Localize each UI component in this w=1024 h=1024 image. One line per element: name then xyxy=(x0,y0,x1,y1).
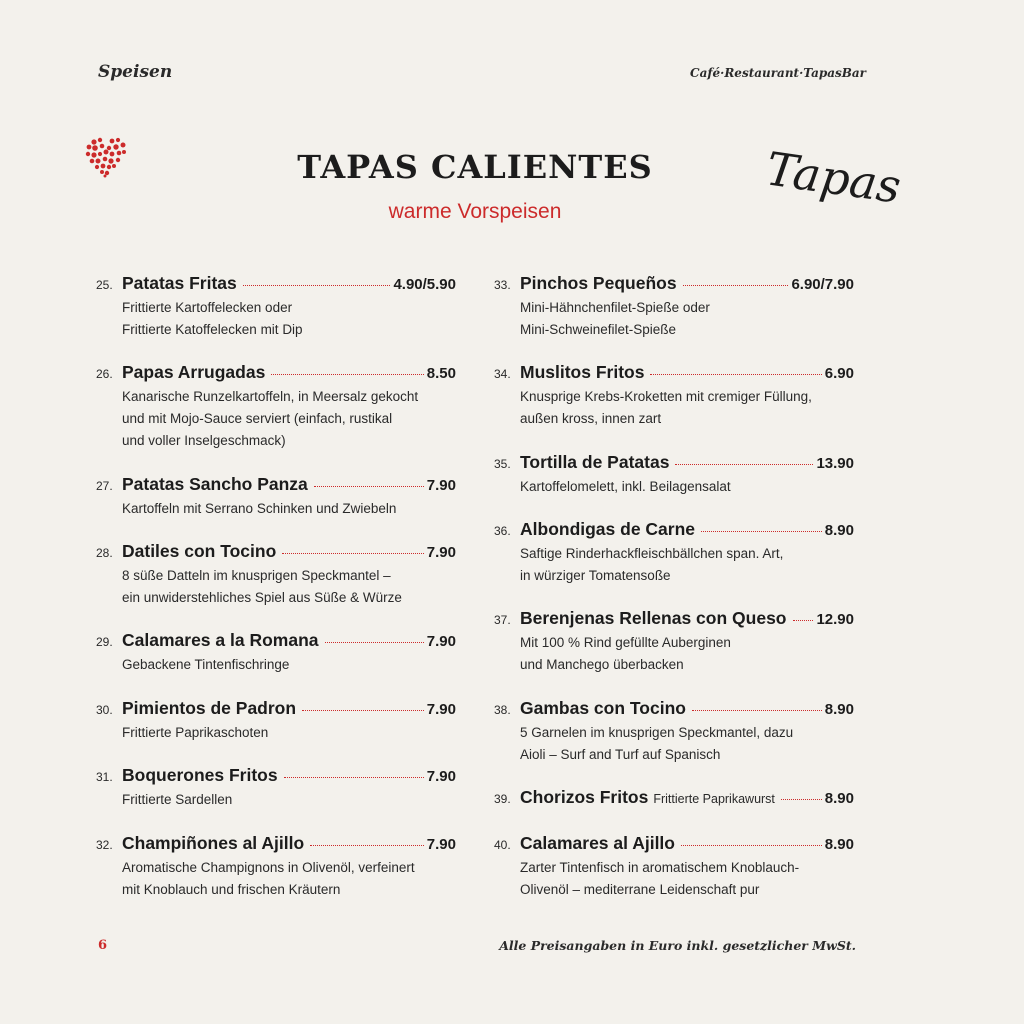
item-name: Chorizos Fritos xyxy=(520,787,649,807)
item-price: 8.50 xyxy=(426,365,456,382)
item-description-line: Aioli – Surf and Turf auf Spanisch xyxy=(520,747,721,762)
item-note: Frittierte Paprikawurst xyxy=(653,792,775,806)
dotted-leader xyxy=(284,777,424,778)
item-name: Patatas Sancho Panza xyxy=(122,474,308,494)
item-description-line: und voller Inselgeschmack) xyxy=(122,433,286,448)
menu-item xyxy=(494,698,854,766)
menu-item-line xyxy=(96,833,456,857)
item-number: 30. xyxy=(96,703,113,717)
menu-item xyxy=(494,787,854,811)
item-price: 12.90 xyxy=(816,611,854,628)
menu-item-line xyxy=(494,608,854,632)
item-description-line: Mini-Schweinefilet-Spieße xyxy=(520,322,677,337)
item-number: 37. xyxy=(494,613,511,627)
item-description-line: Kartoffeln mit Serrano Schinken und Zwiebeln xyxy=(122,501,397,516)
svg-text:Tapas: Tapas xyxy=(762,141,905,214)
menu-item-line xyxy=(494,787,854,811)
item-number: 34. xyxy=(494,367,511,381)
brand-label: Café·Restaurant·TapasBar xyxy=(690,66,866,80)
menu-item xyxy=(96,630,456,676)
item-name: Calamares a la Romana xyxy=(122,630,319,650)
item-description-line: Frittierte Katoffelecken mit Dip xyxy=(122,322,303,337)
page-title: TAPAS CALIENTES xyxy=(297,148,653,186)
dotted-leader xyxy=(683,285,789,286)
item-number: 40. xyxy=(494,838,511,852)
item-price: 6.90 xyxy=(824,365,854,382)
item-name: Berenjenas Rellenas con Queso xyxy=(520,608,787,628)
item-name: Pinchos Pequeños xyxy=(520,273,677,293)
item-description-line: und mit Mojo-Sauce serviert (einfach, rustikal xyxy=(122,411,393,426)
menu-item xyxy=(494,833,854,901)
item-description xyxy=(520,543,854,587)
page-subtitle: warme Vorspeisen xyxy=(388,200,562,223)
menu-item-line xyxy=(96,362,456,386)
dotted-leader xyxy=(302,710,424,711)
item-name: Muslitos Fritos xyxy=(520,362,645,382)
item-description xyxy=(520,722,854,766)
menu-item-line xyxy=(494,452,854,476)
menu-item xyxy=(494,519,854,587)
item-number: 31. xyxy=(96,770,113,784)
item-price: 7.90 xyxy=(426,544,456,561)
item-description xyxy=(122,722,456,744)
menu-item-line xyxy=(96,765,456,789)
item-name: Gambas con Tocino xyxy=(520,698,686,718)
dotted-leader xyxy=(701,531,822,532)
item-description-line: ein unwiderstehliches Spiel aus Süße & Würze xyxy=(122,590,402,605)
item-description xyxy=(520,632,854,676)
item-description xyxy=(520,857,854,901)
item-description-line: Aromatische Champignons in Olivenöl, verfeinert xyxy=(122,860,415,875)
section-label: Speisen xyxy=(98,62,173,82)
item-description-line: 5 Garnelen im knusprigen Speckmantel, dazu xyxy=(520,725,794,740)
item-name: Tortilla de Patatas xyxy=(520,452,670,472)
menu-item xyxy=(96,765,456,811)
dotted-leader xyxy=(681,845,822,846)
menu-item-line xyxy=(494,362,854,386)
item-price: 7.90 xyxy=(426,701,456,718)
menu-item xyxy=(96,362,456,452)
item-description-line: mit Knoblauch und frischen Kräutern xyxy=(122,882,341,897)
menu-item xyxy=(96,474,456,520)
dotted-leader xyxy=(692,710,822,711)
item-name: Papas Arrugadas xyxy=(122,362,266,382)
menu-item xyxy=(494,452,854,498)
page-number: 6 xyxy=(98,938,108,953)
menu-item-line xyxy=(494,833,854,857)
item-name: Datiles con Tocino xyxy=(122,541,277,561)
item-price: 7.90 xyxy=(426,477,456,494)
item-name: Calamares al Ajillo xyxy=(520,833,675,853)
item-description-line: Gebackene Tintenfischringe xyxy=(122,657,290,672)
item-price: 8.90 xyxy=(824,836,854,853)
item-number: 35. xyxy=(494,457,511,471)
item-description-line: Knusprige Krebs-Kroketten mit cremiger Füllung, xyxy=(520,389,812,404)
item-number: 36. xyxy=(494,524,511,538)
menu-item xyxy=(494,273,854,341)
menu-item-line xyxy=(96,698,456,722)
dotted-leader xyxy=(781,799,822,800)
item-description-line: Olivenöl – mediterrane Leidenschaft pur xyxy=(520,882,760,897)
item-description xyxy=(520,386,854,430)
item-number: 38. xyxy=(494,703,511,717)
item-description-line: Saftige Rinderhackfleischbällchen span. Art, xyxy=(520,546,784,561)
item-name: Champiñones al Ajillo xyxy=(122,833,305,853)
item-description xyxy=(122,498,456,520)
item-price: 8.90 xyxy=(824,522,854,539)
item-description-line: in würziger Tomatensoße xyxy=(520,568,671,583)
item-name: Pimientos de Padron xyxy=(122,698,297,718)
item-description-line: Mit 100 % Rind gefüllte Auberginen xyxy=(520,635,731,650)
item-description-line: Frittierte Kartoffelecken oder xyxy=(122,300,293,315)
item-description xyxy=(122,857,456,901)
dotted-leader xyxy=(793,620,814,621)
item-description xyxy=(520,476,854,498)
dotted-leader xyxy=(243,285,391,286)
item-description-line: Zarter Tintenfisch in aromatischem Knoblauch- xyxy=(520,860,800,875)
item-price: 7.90 xyxy=(426,633,456,650)
item-description-line: 8 süße Datteln im knusprigen Speckmantel – xyxy=(122,568,391,583)
item-number: 33. xyxy=(494,278,511,292)
item-number: 25. xyxy=(96,278,113,292)
item-description xyxy=(520,297,854,341)
dotted-leader xyxy=(314,486,424,487)
item-description-line: Kanarische Runzelkartoffeln, in Meersalz gekocht xyxy=(122,389,419,404)
dotted-leader xyxy=(650,374,821,375)
item-description-line: Frittierte Paprikaschoten xyxy=(122,725,269,740)
menu-item xyxy=(96,273,456,341)
item-number: 27. xyxy=(96,479,113,493)
menu-item-line xyxy=(494,273,854,297)
item-number: 29. xyxy=(96,635,113,649)
dotted-leader xyxy=(675,464,813,465)
item-description xyxy=(122,654,456,676)
menu-item-line xyxy=(96,541,456,565)
item-number: 32. xyxy=(96,838,113,852)
dotted-leader xyxy=(310,845,424,846)
item-description-line: Frittierte Sardellen xyxy=(122,792,233,807)
item-price: 7.90 xyxy=(426,836,456,853)
dotted-leader xyxy=(271,374,423,375)
item-number: 39. xyxy=(494,792,511,806)
tapas-script-logo xyxy=(762,134,905,220)
dotted-leader xyxy=(282,553,424,554)
item-description xyxy=(122,386,456,452)
item-description xyxy=(122,789,456,811)
item-description-line: und Manchego überbacken xyxy=(520,657,684,672)
item-price: 6.90/7.90 xyxy=(791,276,854,293)
menu-item-line xyxy=(96,474,456,498)
item-name: Albondigas de Carne xyxy=(520,519,696,539)
item-name: Patatas Fritas xyxy=(122,273,237,293)
item-price: 7.90 xyxy=(426,768,456,785)
item-number: 26. xyxy=(96,367,113,381)
item-name: Boquerones Fritos xyxy=(122,765,278,785)
item-price: 8.90 xyxy=(824,790,854,807)
menu-item xyxy=(96,833,456,901)
price-footnote: Alle Preisangaben in Euro inkl. gesetzlicher MwSt. xyxy=(499,938,856,953)
item-description-line: Kartoffelomelett, inkl. Beilagensalat xyxy=(520,479,731,494)
item-number: 28. xyxy=(96,546,113,560)
menu-item xyxy=(494,608,854,676)
item-description-line: Mini-Hähnchenfilet-Spieße oder xyxy=(520,300,710,315)
item-price: 8.90 xyxy=(824,701,854,718)
item-description xyxy=(122,297,456,341)
menu-item-line xyxy=(494,698,854,722)
dotted-leader xyxy=(325,642,424,643)
menu-item-line xyxy=(494,519,854,543)
menu-item-line xyxy=(96,273,456,297)
menu-item xyxy=(494,362,854,430)
item-price: 13.90 xyxy=(816,455,854,472)
menu-item xyxy=(96,698,456,744)
menu-item xyxy=(96,541,456,609)
item-description xyxy=(122,565,456,609)
item-description-line: außen kross, innen zart xyxy=(520,411,662,426)
item-price: 4.90/5.90 xyxy=(393,276,456,293)
menu-item-line xyxy=(96,630,456,654)
